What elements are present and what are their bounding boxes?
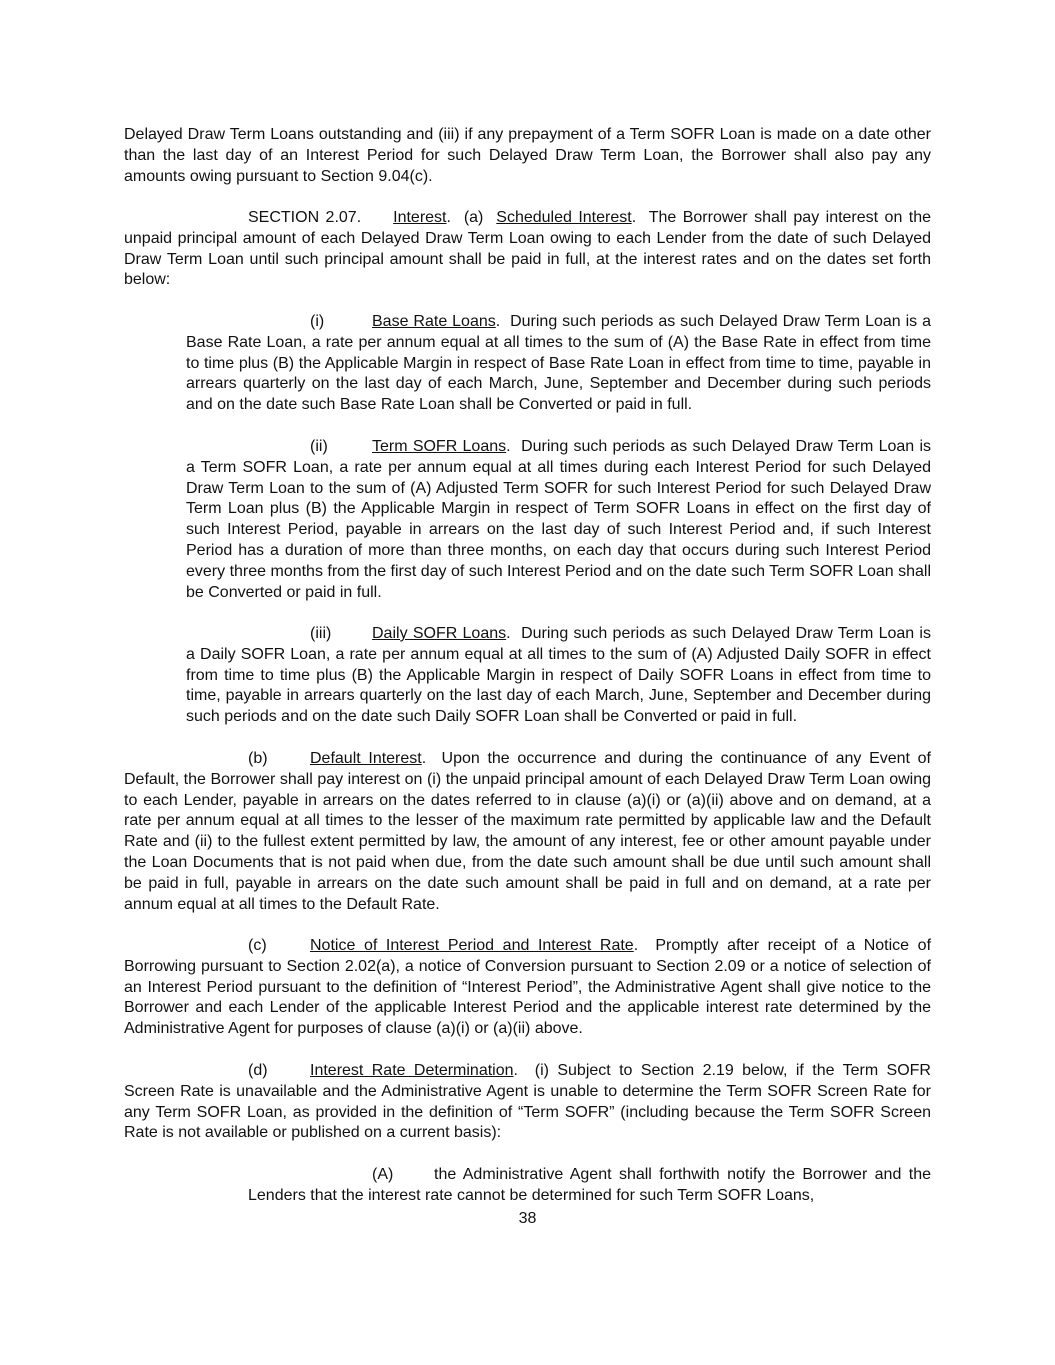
subsection-a-title: Scheduled Interest [496,209,632,226]
item-ii-title: Term SOFR Loans [372,438,507,455]
item-ii-paragraph: (ii) Term SOFR Loans. During such periods as such Delayed Draw Term Loan is a Term SOFR Loan, a rate per annum equal at all times during each Interest Period for such Delayed Draw Term Loan to the sum of (A) Adjusted Term SOFR for such Interest Period for such Delayed Draw Term Loan plus (B) the Applicable Margin in respect of Term SOFR Loans in effect on the first day of such Interest Period, payable in arrears on the last day of such Interest Period and, if such Interest Period has a duration of more than three months, on each day that occurs during such Interest Period every three months from the first day of such Interest Period and on the date such Term SOFR Loan shall be Converted or paid in full. [186,438,932,601]
item-ii-text: During such periods as such Delayed Draw Term Loan is a Term SOFR Loan, a rate per annum equal at all times during each Interest Period for such Delayed Draw Term Loan to the sum of (A) Adjusted Term SOFR for such Interest Period for such Delayed Draw Term Loan plus (B) the Applicable Margin in respect of Term SOFR Loans in effect on the first day of such Interest Period, payable in arrears on the last day of such Interest Period and, if such Interest Period has a duration of more than three months, on each day that occurs during such Interest Period every three months from the first day of such Interest Period and on the date such Term SOFR Loan shall be Converted or paid in full. [186,438,932,601]
subsection-a-label: (a) [463,209,484,226]
section-number: SECTION 2.07. [248,209,362,226]
subsection-d-A-paragraph [248,1165,931,1207]
subsection-c-label: (c) [248,937,267,954]
item-i-label: (i) [310,313,325,330]
subsection-c-title: Notice of Interest Period and Interest Rate [310,937,634,954]
subsection-d-label: (d) [248,1062,268,1079]
subsection-b-paragraph: (b) Default Interest. Upon the occurrence and during the continuance of any Event of Default, the Borrower shall pay interest on (i) the unpaid principal amount of each Delayed Draw Term Loan owing to each Lender, payable in arrears on the dates referred to in clause (a)(i) or (a)(ii) above and on demand, at a rate per annum equal at all times to the lesser of the maximum rate permitted by applicable law and the Default Rate and (ii) to the fullest extent permitted by law, the amount of any interest, fee or other amount payable under the Loan Documents that is not paid when due, from the date such amount shall be due until such amount shall be paid in full, payable in arrears on the date such amount shall be paid in full and on demand, at a rate per annum equal at all times to the Default Rate. [124,750,931,913]
subsection-c-paragraph: (c) Notice of Interest Period and Interest Rate. Promptly after receipt of a Notice of Borrowing pursuant to Section 2.02(a), a notice of Conversion pursuant to Section 2.09 or a notice of selection of an Interest Period pursuant to the definition of “Interest Period”, the Administrative Agent shall give notice to the Borrower and each Lender of the applicable Interest Period and the applicable interest rate determined by the Administrative Agent for purposes of clause (a)(i) or (a)(ii) above. [124,937,932,1038]
intro-paragraph: Delayed Draw Term Loans outstanding and (iii) if any prepayment of a Term SOFR Loan is made on a date other than the last day of an Interest Period for such Delayed Draw Term Loan, the Borrower shall also pay any amounts owing pursuant to Section 9.04(c). [124,126,931,185]
item-ii-label: (ii) [310,438,328,455]
subsection-d-text: (i) Subject to Section 2.19 below, if the Term SOFR Screen Rate is unavailable and the Administrative Agent is unable to determine the Term SOFR Screen Rate for any Term SOFR Loan, as provided in the definition of “Term SOFR” (including because the Term SOFR Screen Rate is not available or published on a current basis): [124,1062,931,1142]
subsection-b-label: (b) [248,750,268,767]
page-number: 38 [518,1210,537,1227]
subsection-d-paragraph: (d) Interest Rate Determination. (i) Subject to Section 2.19 below, if the Term SOFR Screen Rate is unavailable and the Administrative Agent is unable to determine the Term SOFR Screen Rate for any Term SOFR Loan, as provided in the definition of “Term SOFR” (including because the Term SOFR Screen Rate is not available or published on a current basis): [124,1062,931,1142]
item-iii-text: During such periods as such Delayed Draw Term Loan is a Daily SOFR Loan, a rate per annum equal at all times to the sum of (A) Adjusted Daily SOFR in effect from time to time plus (B) the Applicable Margin in respect of Daily SOFR Loans in effect from time to time, payable in arrears quarterly on the last day of each March, June, September and December during such periods and on the date such Daily SOFR Loan shall be Converted or paid in full. [186,625,931,726]
subsection-d-A-label: (A) [372,1166,394,1183]
subsection-d-A-text: the Administrative Agent shall forthwith notify the Borrower and the Lenders that the interest rate cannot be determined for such Term SOFR Loans, [248,1166,931,1204]
subsection-c-text: Promptly after receipt of a Notice of Borrowing pursuant to Section 2.02(a), a notice of Conversion pursuant to Section 2.09 or a notice of selection of an Interest Period pursuant to the definition of “Interest Period”, the Administrative Agent shall give notice to the Borrower and each Lender of the applicable Interest Period and the applicable interest rate determined by the Administrative Agent for purposes of clause (a)(i) or (a)(ii) above. [124,937,932,1038]
subsection-b-title: Default Interest [310,750,422,767]
subsection-a-text: The Borrower shall pay interest on the unpaid principal amount of each Delayed Draw Term Loan owing to each Lender from the date of such Delayed Draw Term Loan until such principal amount shall be paid in full, at the interest rates and on the dates set forth below: [124,209,932,289]
item-i-title: Base Rate Loans [372,313,496,330]
section-2-07-paragraph: SECTION 2.07. Interest. (a) Scheduled Interest. The Borrower shall pay interest on the unpaid principal amount of each Delayed Draw Term Loan owing to each Lender from the date of such Delayed Draw Term Loan until such principal amount shall be paid in full, at the interest rates and on the dates set forth below: [124,209,932,289]
item-i-text: During such periods as such Delayed Draw Term Loan is a Base Rate Loan, a rate per annum equal at all times to the sum of (A) the Base Rate in effect from time to time plus (B) the Applicable Margin in respect of Base Rate Loan in effect from time to time, payable in arrears quarterly on the last day of each March, June, September and December during such periods and on the date such Base Rate Loan shall be Converted or paid in full. [186,313,931,414]
section-title: Interest [393,209,447,226]
item-iii-paragraph: (iii) Daily SOFR Loans. During such periods as such Delayed Draw Term Loan is a Daily SOFR Loan, a rate per annum equal at all times to the sum of (A) Adjusted Daily SOFR in effect from time to time plus (B) the Applicable Margin in respect of Daily SOFR Loans in effect from time to time, payable in arrears quarterly on the last day of each March, June, September and December during such periods and on the date such Daily SOFR Loan shall be Converted or paid in full. [186,625,931,726]
item-iii-label: (iii) [310,625,332,642]
item-iii-title: Daily SOFR Loans [372,625,507,642]
item-i-paragraph: (i) Base Rate Loans. During such periods as such Delayed Draw Term Loan is a Base Rate Loan, a rate per annum equal at all times to the sum of (A) the Base Rate in effect from time to time plus (B) the Applicable Margin in respect of Base Rate Loan in effect from time to time, payable in arrears quarterly on the last day of each March, June, September and December during such periods and on the date such Base Rate Loan shall be Converted or paid in full. [186,313,931,414]
subsection-b-text: Upon the occurrence and during the continuance of any Event of Default, the Borrower shall pay interest on (i) the unpaid principal amount of each Delayed Draw Term Loan owing to each Lender, payable in arrears on the dates referred to in clause (a)(i) or (a)(ii) above and on demand, at a rate per annum equal at all times to the lesser of the maximum rate permitted by applicable law and the Default Rate and (ii) to the fullest extent permitted by law, the amount of any interest, fee or other amount payable under the Loan Documents that is not paid when due, from the date such amount shall be due until such amount shall be paid in full, payable in arrears on the date such amount shall be paid in full and on demand, at a rate per annum equal at all times to the Default Rate. [124,750,931,913]
subsection-d-title: Interest Rate Determination [310,1062,514,1079]
